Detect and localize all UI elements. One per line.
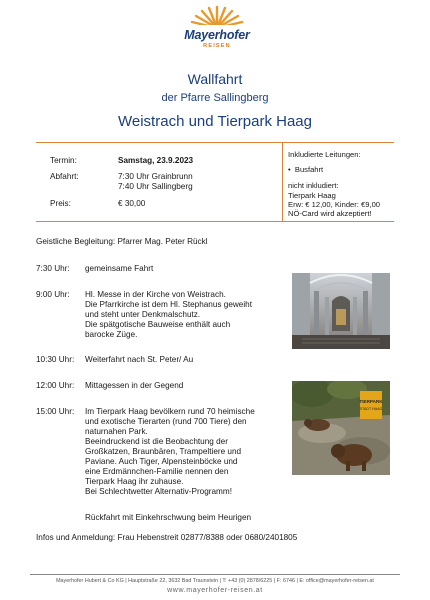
not-included-heading: nicht inkludiert: [288, 181, 339, 190]
included-item-label: Busfahrt [294, 165, 324, 174]
schedule-desc: Bei Schlechtwetter Alternativ-Programm! [85, 487, 232, 496]
badge-line2: STADT HAAG [359, 407, 383, 411]
schedule-time: 9:00 Uhr: [36, 290, 70, 299]
schedule-desc: Die spätgotische Bauweise enthält auch [85, 320, 231, 329]
schedule-desc: naturnahen Park. [85, 427, 148, 436]
abfahrt-time-2: 7:40 Uhr Sallingberg [118, 182, 193, 191]
spiritual-guide: Geistliche Begleitung: Pfarrer Mag. Peter Rückl [36, 237, 208, 246]
schedule-time: 15:00 Uhr: [36, 407, 75, 416]
sunburst-icon [172, 4, 262, 30]
schedule-desc: gemeinsame Fahrt [85, 264, 154, 273]
schedule-desc: und exotische Tierarten (rund 700 Tiere) den [85, 417, 247, 426]
included-heading: Inkludierte Leitungen: [288, 150, 361, 159]
included-item [288, 165, 323, 175]
not-included-3: NÖ-Card wird akzeptiert! [288, 209, 372, 218]
schedule-desc: barocke Züge. [85, 330, 138, 339]
bullet-icon: • [288, 165, 295, 174]
schedule-desc: Beeindruckend ist die Beobachtung der [85, 437, 228, 446]
not-included-2: Erw: € 12,00, Kinder: €9,00 [288, 200, 381, 209]
footer-rule [30, 574, 400, 575]
schedule-desc: Die Pfarrkirche ist dem Hl. Stephanus geweiht [85, 300, 253, 309]
schedule-desc: eine Erdmännchen-Familie nennen den [85, 467, 229, 476]
schedule-desc: und steht unter Denkmalschutz. [85, 310, 201, 319]
termin-value: Samstag, 23.9.2023 [118, 156, 194, 165]
company-logo [172, 4, 262, 52]
abfahrt-label: Abfahrt: [50, 172, 79, 181]
bear-zoo-photo [292, 381, 390, 475]
schedule-desc: Großkatzen, Braunbären, Trampeltiere und [85, 447, 242, 456]
page-subtitle: der Pfarre Sallingberg [161, 92, 269, 104]
schedule-time: 10:30 Uhr: [36, 355, 75, 364]
schedule-desc: Tierpark Haag ihr zuhause. [85, 477, 184, 486]
contact-info: Infos und Anmeldung: Frau Hebenstreit 02877/8388 oder 0680/2401805 [36, 533, 298, 542]
return-trip: Rückfahrt mit Einkehrschwung beim Heurigen [85, 513, 252, 522]
page-title: Wallfahrt [187, 71, 243, 87]
info-top-rule [36, 142, 394, 143]
schedule-desc: Paviane. Auch Tiger, Alpensteinböcke und [85, 457, 238, 466]
info-bottom-rule [36, 221, 394, 222]
footer-website: www.mayerhofer-reisen.at [167, 587, 263, 594]
footer-address: Mayerhofer Hubert & Co KG | Hauptstraße 22, 3632 Bad Traunstein | T: +43 (0) 2878/6225 | F: 6746 | E: office@mayerhofer-reisen.at [56, 578, 374, 584]
church-interior-photo [292, 273, 390, 349]
termin-label: Termin: [50, 156, 77, 165]
schedule-desc: Weiterfahrt nach St. Peter/ Au [85, 355, 194, 364]
preis-label: Preis: [50, 199, 71, 208]
info-divider [282, 142, 283, 221]
schedule-desc: Hl. Messe in der Kirche von Weistrach. [85, 290, 226, 299]
logo-subtitle: REISEN [203, 43, 231, 49]
destination-title: Weistrach und Tierpark Haag [118, 113, 312, 130]
schedule-time: 7:30 Uhr: [36, 264, 70, 273]
schedule-time: 12:00 Uhr: [36, 381, 75, 390]
schedule-desc: Im Tierpark Haag bevölkern rund 70 heimische [85, 407, 255, 416]
schedule-desc: Mittagessen in der Gegend [85, 381, 184, 390]
preis-value: € 30,00 [118, 199, 146, 208]
badge-line1: TIERPARK [359, 399, 383, 404]
not-included-1: Tierpark Haag [288, 191, 336, 200]
abfahrt-time-1: 7:30 Uhr Grainbrunn [118, 172, 193, 181]
logo-brand: Mayerhofer [184, 28, 250, 42]
